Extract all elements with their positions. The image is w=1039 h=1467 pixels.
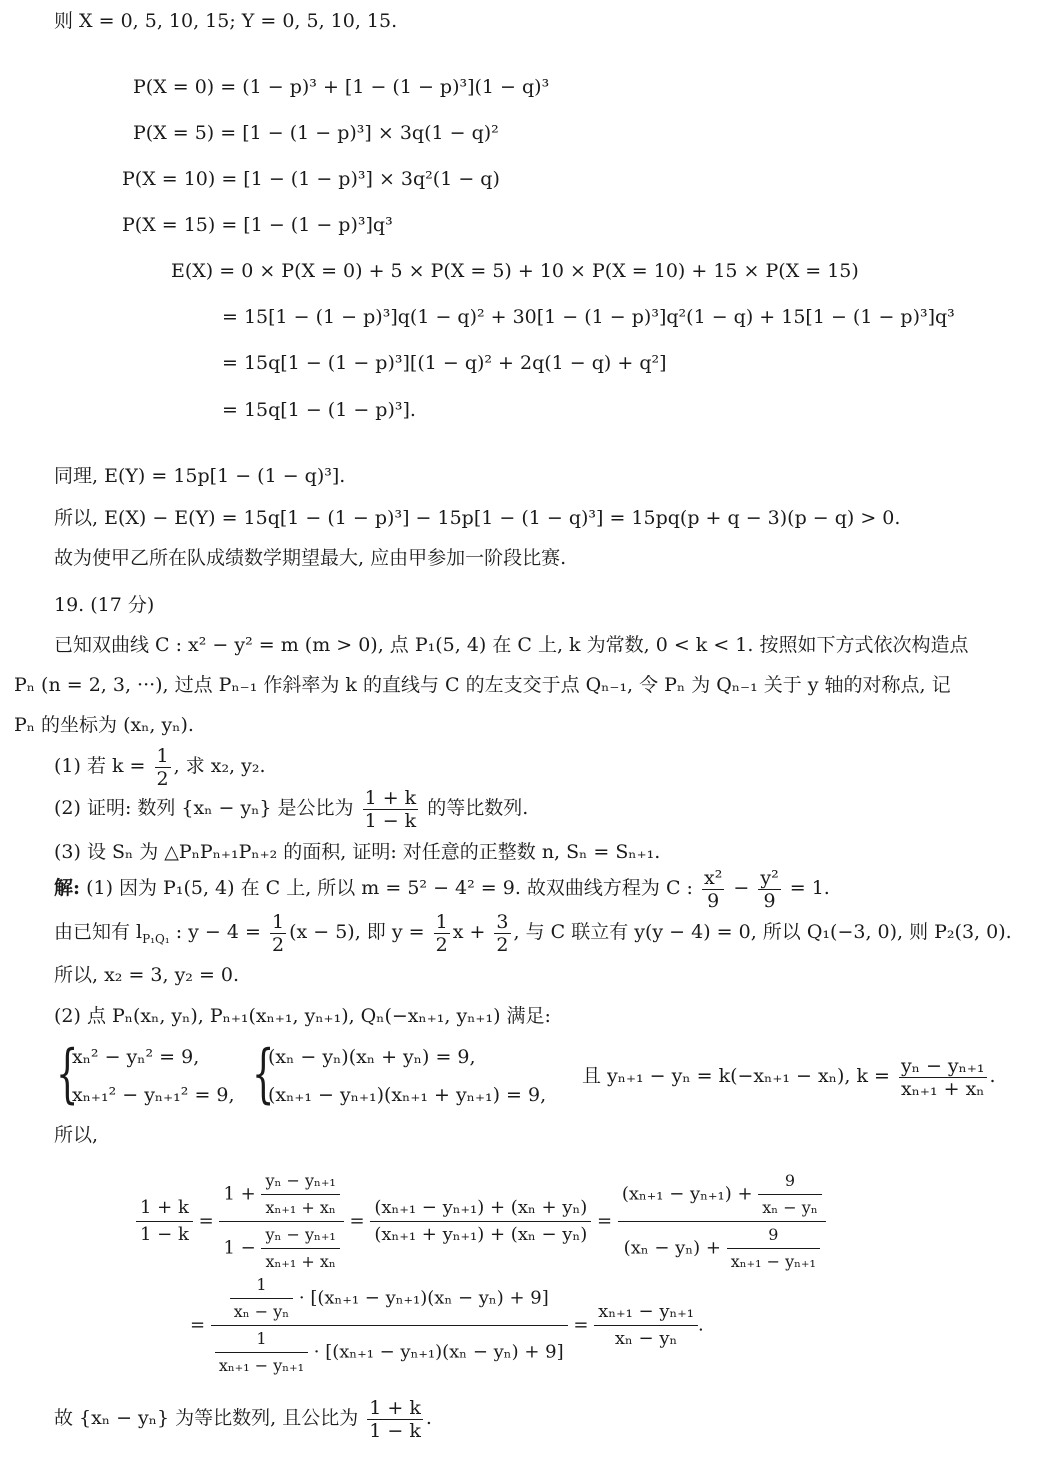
a-bot-fd: xₙ₊₁ + xₙ	[265, 1252, 336, 1271]
prob-line-0: P(X = 0) = (1 − p)³ + [1 − (1 − p)³](1 − q)³	[133, 76, 550, 98]
so-line: 所以,	[54, 1124, 99, 1146]
left-brace-2: {	[252, 1037, 275, 1111]
a-bot-frac	[261, 1222, 339, 1275]
sol1b-f2n: 1	[435, 910, 448, 933]
conclusion-line: 故为使甲乙所在队成绩数学期望最大, 应由甲参加一阶段比赛.	[54, 547, 567, 569]
sol1-f1n: x²	[703, 866, 723, 889]
sys-tail-frac	[899, 1055, 987, 1100]
expectation-line-1: = 15[1 − (1 − p)³]q(1 − q)² + 30[1 − (1 − p)³]q²(1 − q) + 15[1 − (1 − p)³]q³	[222, 306, 955, 328]
eq-3: =	[597, 1210, 613, 1232]
sol1-f1d: 9	[707, 889, 720, 912]
expectation-line-2: = 15q[1 − (1 − p)³][(1 − q)² + 2q(1 − q) + q²]	[222, 352, 667, 374]
solution-1c: 所以, x₂ = 3, y₂ = 0.	[54, 964, 240, 986]
a-bot-fn: yₙ − yₙ₊₁	[261, 1222, 339, 1249]
sol1b-f1d: 2	[272, 933, 285, 956]
complex-frac-d	[211, 1272, 568, 1379]
b-den: (xₙ₊₁ + yₙ₊₁) + (xₙ − yₙ)	[374, 1224, 588, 1245]
q2-den: 1 − k	[364, 809, 417, 832]
c-bot-fd: xₙ₊₁ − yₙ₊₁	[730, 1252, 816, 1271]
sol1b-c: (x − 5), 即 y =	[289, 921, 425, 943]
complex-a-bottom	[219, 1222, 343, 1275]
complex-frac-c	[618, 1168, 826, 1275]
sol1b-f1n: 1	[272, 910, 285, 933]
derivation-end: .	[698, 1314, 704, 1336]
complex-d-bottom	[211, 1326, 568, 1379]
frac-b	[370, 1195, 591, 1248]
solution-2-intro: (2) 点 Pₙ(xₙ, yₙ), Pₙ₊₁(xₙ₊₁, yₙ₊₁), Qₙ(−xₙ₊₁, yₙ₊₁) 满足:	[54, 1005, 551, 1027]
left-brace-1: {	[56, 1037, 79, 1111]
sys-tail-num: yₙ − yₙ₊₁	[900, 1054, 985, 1077]
q1-num: 1	[156, 744, 169, 767]
solution-1	[54, 864, 830, 912]
final-b: .	[425, 1407, 432, 1429]
complex-frac-a	[219, 1168, 343, 1275]
eq-2: =	[349, 1210, 365, 1232]
c-bot-frac	[727, 1222, 820, 1275]
q2-num: 1 + k	[364, 786, 417, 809]
prob-line-2: P(X = 10) = [1 − (1 − p)³] × 3q²(1 − q)	[122, 168, 500, 190]
eq-4: =	[190, 1314, 206, 1336]
sol1-mid: −	[733, 877, 750, 899]
c-top-1: (xₙ₊₁ − yₙ₊₁) +	[621, 1183, 753, 1205]
sys1-line-0: xₙ² − yₙ² = 9,	[72, 1046, 200, 1068]
q1-suffix: , 求 x₂, y₂.	[173, 755, 266, 777]
d-bot-rest: · [(xₙ₊₁ − yₙ₊₁)(xₙ − yₙ) + 9]	[313, 1341, 564, 1363]
a-bot-1: 1 −	[223, 1237, 256, 1259]
sol1-frac-x	[702, 867, 724, 912]
q2-prefix: (2) 证明: 数列 {xₙ − yₙ} 是公比为	[54, 797, 354, 819]
sol1-f2d: 9	[763, 889, 776, 912]
prob-line-1: P(X = 5) = [1 − (1 − p)³] × 3q(1 − q)²	[133, 122, 499, 144]
sol1b-e: , 与 C 联立有 y(y − 4) = 0, 所以 Q₁(−3, 0), 则 P₂(3, 0).	[513, 921, 1012, 943]
final-num: 1 + k	[369, 1396, 421, 1419]
complex-c-bottom	[618, 1222, 826, 1275]
final-line	[54, 1394, 432, 1442]
derivation-row-2	[190, 1272, 704, 1379]
sys-tail-a: 且 yₙ₊₁ − yₙ = k(−xₙ₊₁ − xₙ), k =	[582, 1065, 890, 1087]
question-3: (3) 设 Sₙ 为 △PₙPₙ₊₁Pₙ₊₂ 的面积, 证明: 对任意的正整数 n, Sₙ = Sₙ₊₁.	[54, 841, 661, 863]
sol1b-frac-2	[434, 911, 450, 956]
q1-prefix: (1) 若 k =	[54, 755, 146, 777]
sol1b-sub: P₁Q₁	[142, 931, 170, 946]
problem-header: 19. (17 分)	[54, 594, 155, 616]
question-1	[54, 742, 266, 790]
prob-line-3: P(X = 15) = [1 − (1 − p)³]q³	[122, 214, 393, 236]
d-top-fd: xₙ − yₙ	[233, 1302, 290, 1321]
intro-line: 则 X = 0, 5, 10, 15; Y = 0, 5, 10, 15.	[54, 10, 398, 32]
c-bot-fn: 9	[727, 1222, 820, 1249]
problem-text-1: Pₙ (n = 2, 3, ···), 过点 Pₙ₋₁ 作斜率为 k 的直线与 C 的左支交于点 Qₙ₋₁, 令 Pₙ 为 Qₙ₋₁ 关于 y 轴的对称点, 记	[14, 674, 951, 696]
complex-c-top	[618, 1168, 826, 1222]
derivation-row-1	[136, 1168, 826, 1275]
q1-den: 2	[156, 767, 169, 790]
therefore-line: 所以, E(X) − E(Y) = 15q[1 − (1 − p)³] − 15p[1 − (1 − q)³] = 15pq(p + q − 3)(p − q) > 0.	[54, 507, 901, 529]
a-top-fd: xₙ₊₁ + xₙ	[265, 1198, 336, 1217]
q2-fraction	[363, 787, 419, 832]
a-top-frac	[261, 1168, 339, 1221]
c-bot-1: (xₙ − yₙ) +	[623, 1237, 721, 1259]
solution-1b	[54, 908, 1012, 963]
c-top-fd: xₙ − yₙ	[762, 1198, 818, 1217]
sol1b-f3n: 3	[496, 910, 509, 933]
sol1b-b: : y − 4 =	[175, 921, 261, 943]
final-a: 故 {xₙ − yₙ} 为等比数列, 且公比为	[54, 1407, 359, 1429]
frac-e	[594, 1299, 698, 1352]
sol1b-d: x +	[452, 921, 486, 943]
sol1b-f3d: 2	[496, 933, 509, 956]
question-2	[54, 784, 528, 832]
lhs-fraction	[136, 1195, 193, 1248]
sol1b-frac-3	[494, 911, 510, 956]
equation-systems	[56, 1038, 1036, 1118]
problem-text-0: 已知双曲线 C : x² − y² = m (m > 0), 点 P₁(5, 4) 在 C 上, k 为常数, 0 < k < 1. 按照如下方式依次构造点	[54, 634, 969, 656]
complex-d-top	[211, 1272, 568, 1326]
e-num: xₙ₊₁ − yₙ₊₁	[594, 1299, 698, 1326]
sol1-text: (1) 因为 P₁(5, 4) 在 C 上, 所以 m = 5² − 4² = 9. 故双曲线方程为 C :	[86, 877, 693, 899]
sys-tail	[582, 1052, 996, 1100]
sol1b-a: 由已知有 l	[54, 921, 143, 943]
solution-label: 解:	[54, 877, 81, 899]
q1-fraction	[155, 745, 171, 790]
c-top-fn: 9	[758, 1168, 821, 1195]
d-bot-fn: 1	[215, 1326, 308, 1353]
sol1-end: = 1.	[789, 877, 830, 899]
sol1-f2n: y²	[760, 866, 779, 889]
eq-1: =	[198, 1210, 214, 1232]
lhs-den: 1 − k	[140, 1224, 189, 1245]
sys-tail-den: xₙ₊₁ + xₙ	[900, 1077, 985, 1100]
final-fraction	[367, 1397, 423, 1442]
similarly-line: 同理, E(Y) = 15p[1 − (1 − q)³].	[54, 465, 346, 487]
d-top-fn: 1	[230, 1272, 293, 1299]
a-top-1: 1 +	[223, 1183, 256, 1205]
sys2-line-0: (xₙ − yₙ)(xₙ + yₙ) = 9,	[268, 1046, 476, 1068]
a-top-fn: yₙ − yₙ₊₁	[261, 1168, 339, 1195]
sys1-line-1: xₙ₊₁² − yₙ₊₁² = 9,	[72, 1084, 235, 1106]
final-den: 1 − k	[369, 1419, 421, 1442]
d-bot-frac	[215, 1326, 308, 1379]
sys2-line-1: (xₙ₊₁ − yₙ₊₁)(xₙ₊₁ + yₙ₊₁) = 9,	[268, 1084, 547, 1106]
d-bot-fd: xₙ₊₁ − yₙ₊₁	[218, 1356, 305, 1375]
sol1b-f2d: 2	[435, 933, 448, 956]
expectation-line-0: E(X) = 0 × P(X = 0) + 5 × P(X = 5) + 10 × P(X = 10) + 15 × P(X = 15)	[171, 260, 859, 282]
eq-5: =	[573, 1314, 589, 1336]
expectation-line-3: = 15q[1 − (1 − p)³].	[222, 399, 416, 421]
d-top-frac	[230, 1272, 293, 1325]
sys-tail-b: .	[989, 1065, 996, 1087]
lhs-num: 1 + k	[136, 1195, 193, 1222]
q2-suffix: 的等比数列.	[427, 797, 529, 819]
sol1-frac-y	[758, 867, 780, 912]
b-num: (xₙ₊₁ − yₙ₊₁) + (xₙ + yₙ)	[370, 1195, 591, 1222]
complex-a-top	[219, 1168, 343, 1222]
e-den: xₙ − yₙ	[614, 1328, 678, 1349]
sol1b-frac-1	[270, 911, 286, 956]
c-top-frac	[758, 1168, 821, 1221]
problem-text-2: Pₙ 的坐标为 (xₙ, yₙ).	[14, 714, 194, 736]
d-top-rest: · [(xₙ₊₁ − yₙ₊₁)(xₙ − yₙ) + 9]	[298, 1287, 549, 1309]
